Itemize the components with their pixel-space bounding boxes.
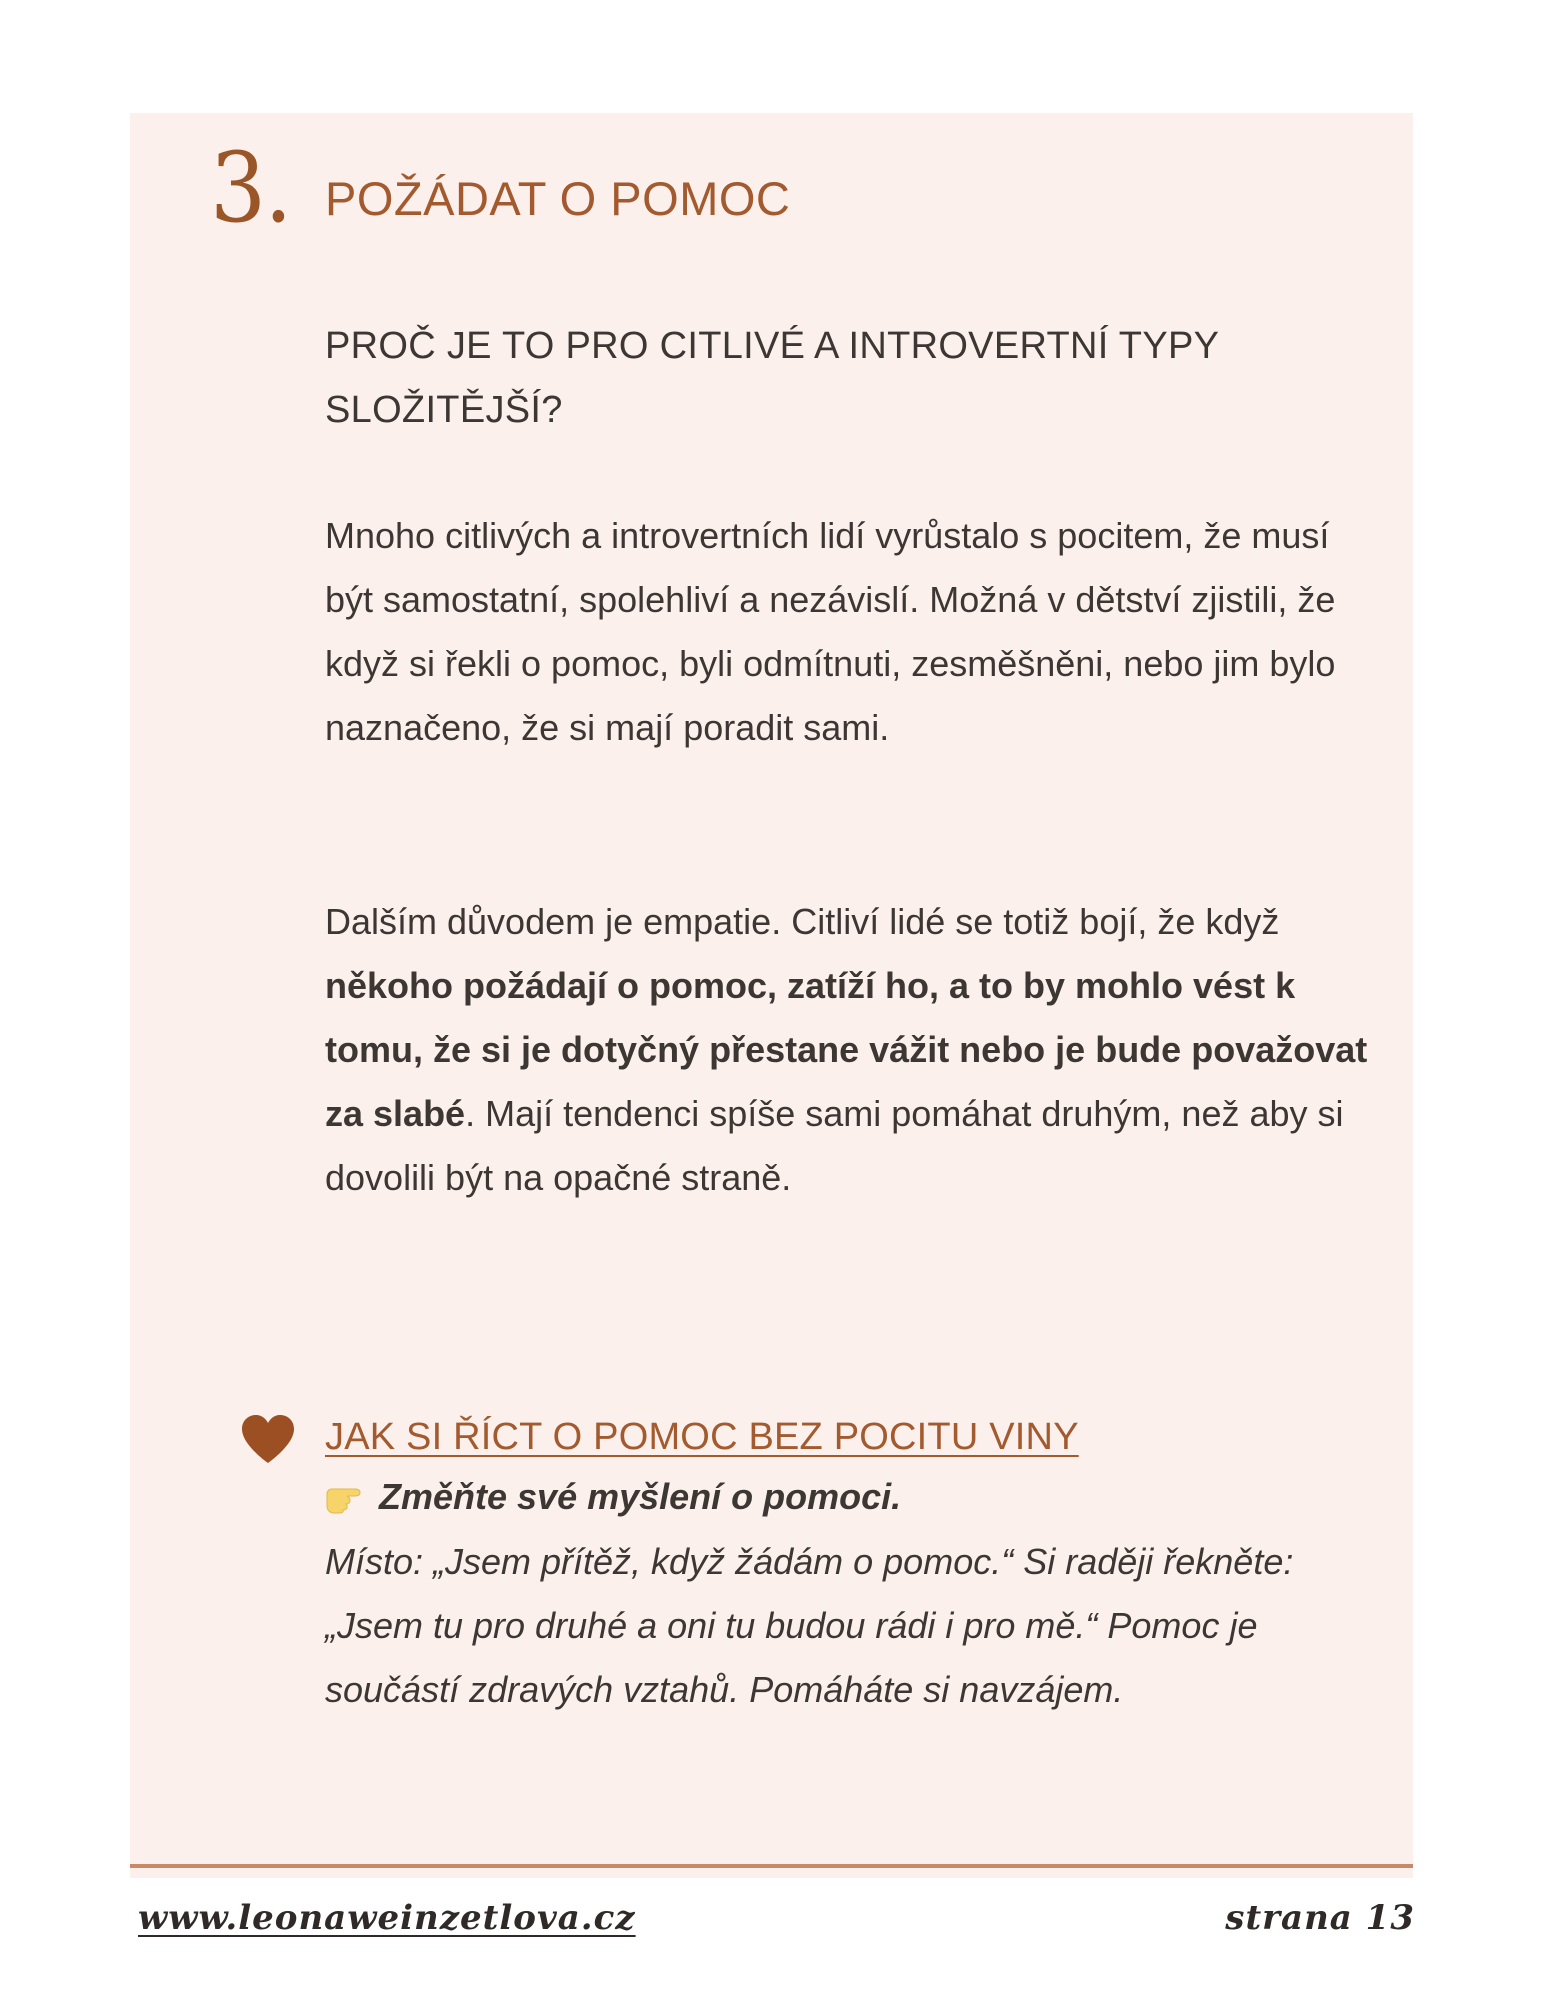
paragraph-2 bbox=[325, 890, 1370, 1210]
tip-lead bbox=[325, 1465, 901, 1529]
footer-website-link[interactable]: www.leonaweinzetlova.cz bbox=[138, 1898, 636, 1938]
tip-lead-text: Změňte své myšlení o pomoci. bbox=[379, 1476, 902, 1517]
paragraph-2-bold: někoho požádají o pomoc, zatíží ho, a to by mohlo vést k tomu, že si je dotyčný přestane vážit nebo je bude považovat za slabé bbox=[325, 965, 1368, 1134]
pointing-hand-icon bbox=[325, 1480, 369, 1514]
page-number: strana 13 bbox=[1225, 1898, 1415, 1938]
section-number: 3. bbox=[210, 132, 291, 244]
tip-title: JAK SI ŘÍCT O POMOC BEZ POCITU VINY bbox=[325, 1416, 1079, 1458]
heart-icon bbox=[240, 1413, 296, 1465]
footer-divider bbox=[130, 1864, 1413, 1868]
paragraph-2-end: . Mají tendenci spíše sami pomáhat druhým, než aby si dovolili být na opačné straně. bbox=[325, 1093, 1344, 1198]
section-subheading: PROČ JE TO PRO CITLIVÉ A INTROVERTNÍ TYPY SLOŽITĚJŠÍ? bbox=[325, 325, 1219, 431]
tip-body: Místo: „Jsem přítěž, když žádám o pomoc.“ Si raději řekněte: „Jsem tu pro druhé a oni tu budou rádi i pro mě.“ Pomoc je součástí zdravých vztahů. Pomáháte si navzájem. bbox=[325, 1541, 1294, 1710]
paragraph-1: Mnoho citlivých a introvertních lidí vyrůstalo s pocitem, že musí být samostatní, spolehliví a nezávislí. Možná v dětství zjistili, že když si řekli o pomoc, byli odmítnuti, zesměšněni, nebo jim bylo naznačeno, že si mají poradit sami. bbox=[325, 515, 1336, 748]
paragraph-2-start: Dalším důvodem je empatie. Citliví lidé se totiž bojí, že když bbox=[325, 901, 1280, 942]
section-title: POŽÁDAT O POMOC bbox=[325, 172, 791, 225]
